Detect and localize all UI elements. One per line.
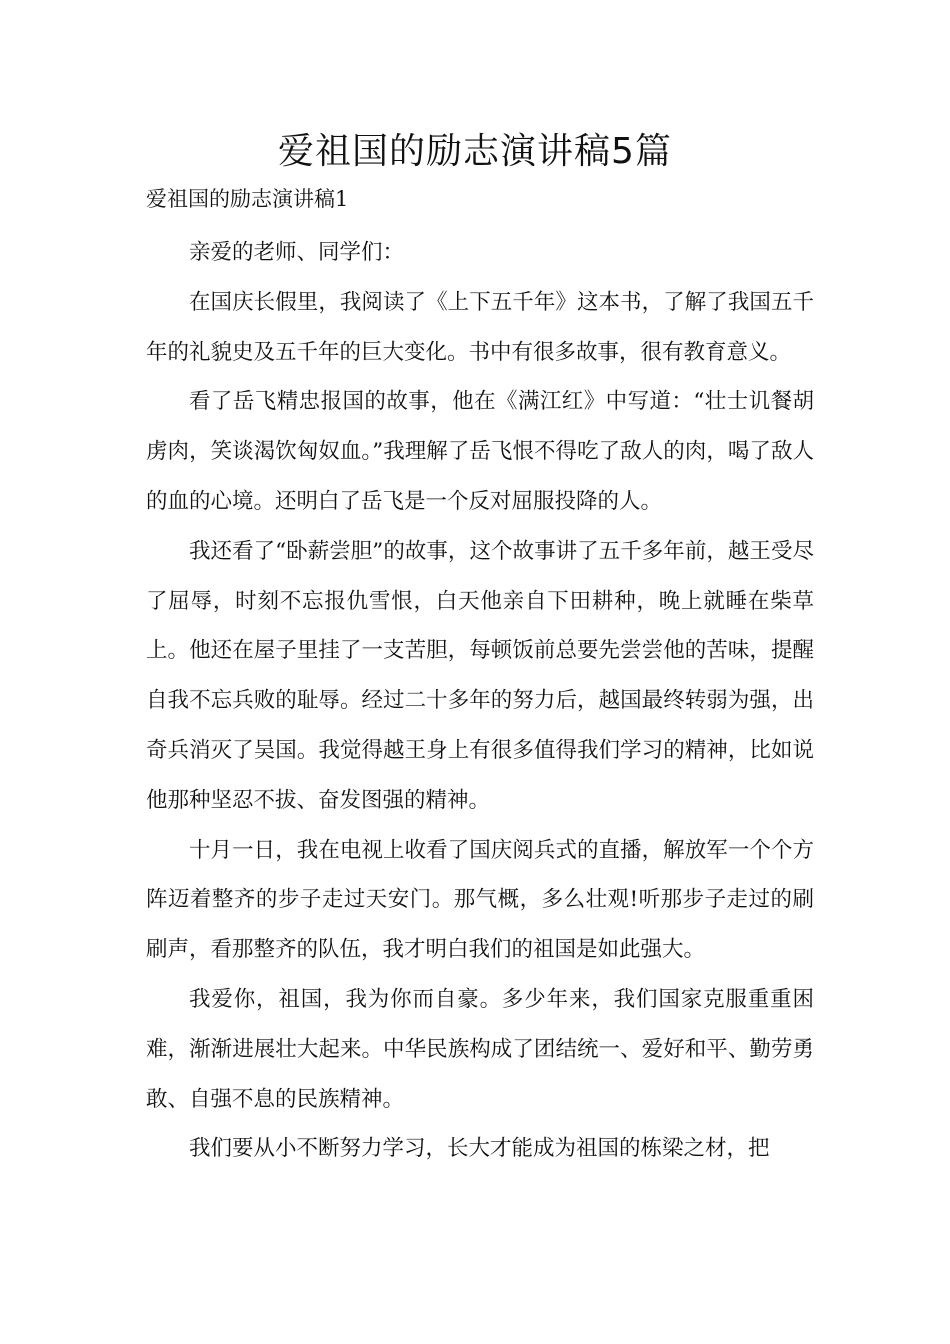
paragraph: 我们要从小不断努力学习，长大才能成为祖国的栋梁之材，把 — [189, 1136, 770, 1162]
section-heading: 爱祖国的励志演讲稿1 — [146, 187, 349, 211]
paragraph: 看了岳飞精忠报国的故事，他在《满江红》中写道：“壮士讥餐胡虏肉，笑谈渴饮匈奴血。”我理解了岳飞恨不得吃了敌人的肉，喝了敌人的血的心境。还明白了岳飞是一个反对屈服投降的人。 — [146, 389, 814, 514]
document-title: 爱祖国的励志演讲稿5篇 — [278, 131, 672, 172]
paragraph: 我爱你，祖国，我为你而自豪。多少年来，我们国家克服重重困难，渐渐进展壮大起来。中华民族构成了团结统一、爱好和平、勤劳勇敢、自强不息的民族精神。 — [146, 986, 814, 1112]
document-body — [146, 228, 814, 1174]
paragraph: 在国庆长假里，我阅读了《上下五千年》这本书，了解了我国五千年的礼貌史及五千年的巨大变化。书中有很多故事，很有教育意义。 — [146, 289, 814, 365]
paragraph-greeting: 亲爱的老师、同学们： — [189, 240, 405, 265]
paragraph: 十月一日，我在电视上收看了国庆阅兵式的直播，解放军一个个方阵迈着整齐的步子走过天安门。那气概，多么壮观!听那步子走过的刷刷声，看那整齐的队伍，我才明白我们的祖国是如此强大。 — [146, 837, 814, 963]
paragraph: 我还看了“卧薪尝胆”的故事，这个故事讲了五千多年前，越王受尽了屈辱，时刻不忘报仇雪恨，白天他亲自下田耕种，晚上就睡在柴草上。他还在屋子里挂了一支苦胆，每顿饭前总要先尝尝他的苦味，提醒自我不忘兵败的耻辱。经过二十多年的努力后，越国最终转弱为强，出奇兵消灭了吴国。我觉得越王身上有很多值得我们学习的精神，比如说他那种坚忍不拔、奋发图强的精神。 — [146, 538, 814, 813]
